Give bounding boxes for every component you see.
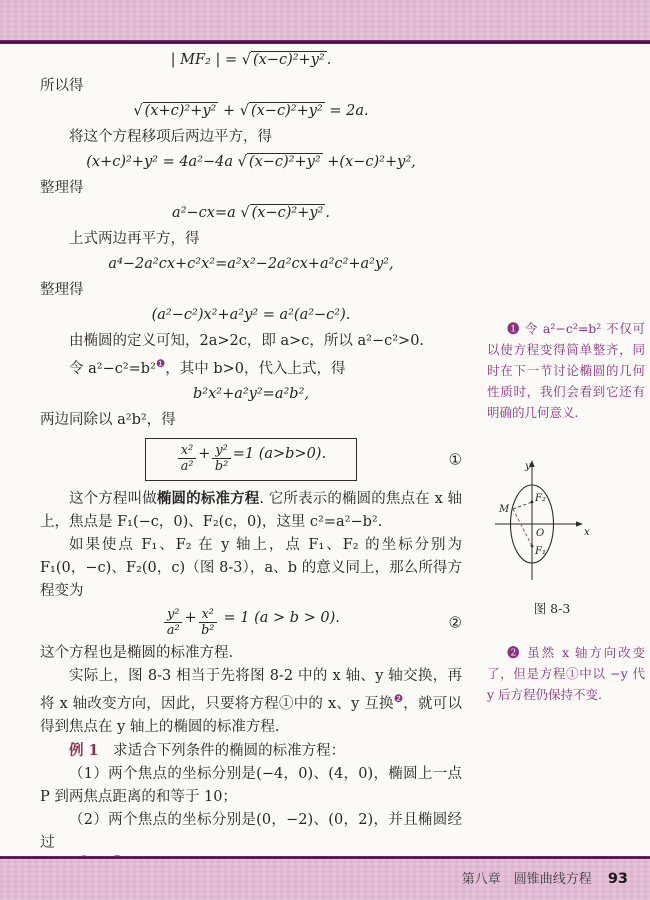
example-item-2: （2）两个焦点的坐标分别是(0，−2)、(0，2)，并且椭圆经过	[40, 811, 462, 851]
figure-8-3	[486, 452, 618, 617]
formula-sum-2a: √ (x+c)²+y² + √ (x−c)²+y² = 2a.	[133, 103, 369, 119]
text-line: 两边同除以 a²b²，得	[40, 411, 176, 428]
text-segment: 令 a²−c²=b²	[69, 360, 156, 377]
equation-2-row	[40, 607, 462, 638]
y-axis-label: y	[525, 461, 531, 472]
note2-badge: ❷	[507, 645, 522, 660]
text-line-with-note-ref	[40, 353, 462, 381]
text-line: 这个方程也是椭圆的标准方程.	[40, 644, 234, 661]
point-m-label: M	[499, 504, 510, 515]
note1-badge: ❶	[507, 321, 521, 336]
equation-number-1: ①	[448, 450, 462, 469]
text-line: 整理得	[40, 180, 84, 196]
text-line: 上式两边再平方，得	[69, 231, 200, 247]
top-decorative-band	[0, 0, 650, 40]
formula-b2x2: b²x²+a²y²=a²b²,	[192, 385, 309, 402]
equation-number-2: ②	[448, 613, 462, 632]
segment-m-f1	[513, 509, 532, 546]
figure-caption: 图 8-3	[533, 601, 571, 616]
bold-term-standard-equation: 椭圆的标准方程	[156, 490, 260, 508]
formula-mf2: | MF₂ | = √ (x−c)²+y² .	[170, 52, 332, 68]
ellipse-diagram	[491, 452, 613, 592]
x-axis-arrow	[576, 521, 583, 526]
text-segment: ，就可以得到焦点在 y 轴上的椭圆的标准方程.	[40, 695, 463, 735]
note1-reference-badge: ❶	[155, 358, 166, 370]
note2-reference-badge: ❷	[393, 692, 404, 705]
formula-expand: a⁴−2a²cx+c²x²=a²x²−2a²cx+a²c²+a²y²,	[108, 256, 394, 272]
focus-f1-label: F₁	[535, 546, 546, 557]
text-line: 所以得	[40, 78, 84, 94]
equation-2-formula: $\frac{\text{y²}}{\text{a²}}$ + $\frac{\text{x²}}{\text{b²}}$ = 1 (a > b > 0).	[162, 610, 340, 626]
text-line: 由椭圆的定义可知，2a>2c，即 a>c，所以 a²−c²>0.	[69, 333, 425, 349]
text-segment: 实际上，图 8-3 相当于先将图 8-2 中的 x 轴、y 轴交换，再将 x 轴改变方向，因此，只要将方程①中的 x、y 互换	[40, 667, 462, 712]
paragraph-axis-swap	[40, 665, 462, 739]
margin-note-1	[487, 318, 645, 423]
text-line: 整理得	[40, 282, 84, 298]
note2-text: 虽然 x 轴方向改变了，但是方程①中以 −y 代 y 后方程仍保持不变.	[487, 645, 645, 702]
segment-m-f2	[513, 502, 532, 509]
text-segment: 求适合下列条件的椭圆的标准方程：	[113, 742, 346, 759]
standard-equation-box-row	[40, 438, 462, 482]
text-line: 将这个方程移项后两边平方，得	[69, 129, 272, 145]
footer-page-number: 93	[607, 871, 628, 887]
focus-f2-label: F₂	[535, 493, 546, 504]
paragraph-standard-equation	[40, 487, 462, 534]
standard-equation-box: $\frac{\text{x²}}{\text{a²}}$ + $\frac{\text{y²}}{\text{b²}}$ =1 (a>b>0).	[145, 438, 357, 482]
origin-label: O	[536, 528, 545, 539]
top-rule	[0, 40, 650, 44]
footer-chapter-title: 第八章 圆锥曲线方程	[461, 872, 592, 887]
x-axis-label: x	[584, 527, 590, 538]
text-segment: . 它所表示的椭圆的焦点在 x 轴上，焦点是 F₁(−c，0)、F₂(c，0)，这里 c²=a²−b².	[40, 491, 463, 531]
main-text-column	[40, 47, 462, 900]
formula-a2-cx: a²−cx=a √ (x−c)²+y² .	[172, 205, 330, 221]
formula-squared: (x+c)²+y² = 4a²−4a √ (x−c)²+y² +(x−c)²+y²,	[86, 154, 416, 170]
note1-text: 令 a²−c²=b² 不仅可以使方程变得简单整齐，同时在下一节讨论椭圆的几何性质时，我们会看到它还有明确的几何意义.	[487, 321, 645, 420]
example-label: 例 1	[69, 741, 99, 759]
text-segment: ，其中 b>0，代入上式，得	[165, 360, 346, 377]
text-segment: 这个方程叫做	[69, 491, 157, 508]
paragraph-foci-on-y-axis: 如果使点 F₁、F₂ 在 y 轴上，点 F₁、F₂ 的坐标分别为 F₁(0，−c)、F₂(0，c)（图 8-3），a、b 的意义同上，那么所得方程变为	[40, 537, 462, 600]
example-1-heading	[40, 739, 462, 763]
page-footer	[462, 868, 628, 887]
example-item-1: （1）两个焦点的坐标分别是(−4，0)、(4，0)，椭圆上一点 P 到两焦点距离的和等于 10；	[40, 765, 462, 805]
formula-grouped: (a²−c²)x²+a²y² = a²(a²−c²).	[151, 307, 351, 323]
margin-note-2	[487, 642, 645, 705]
